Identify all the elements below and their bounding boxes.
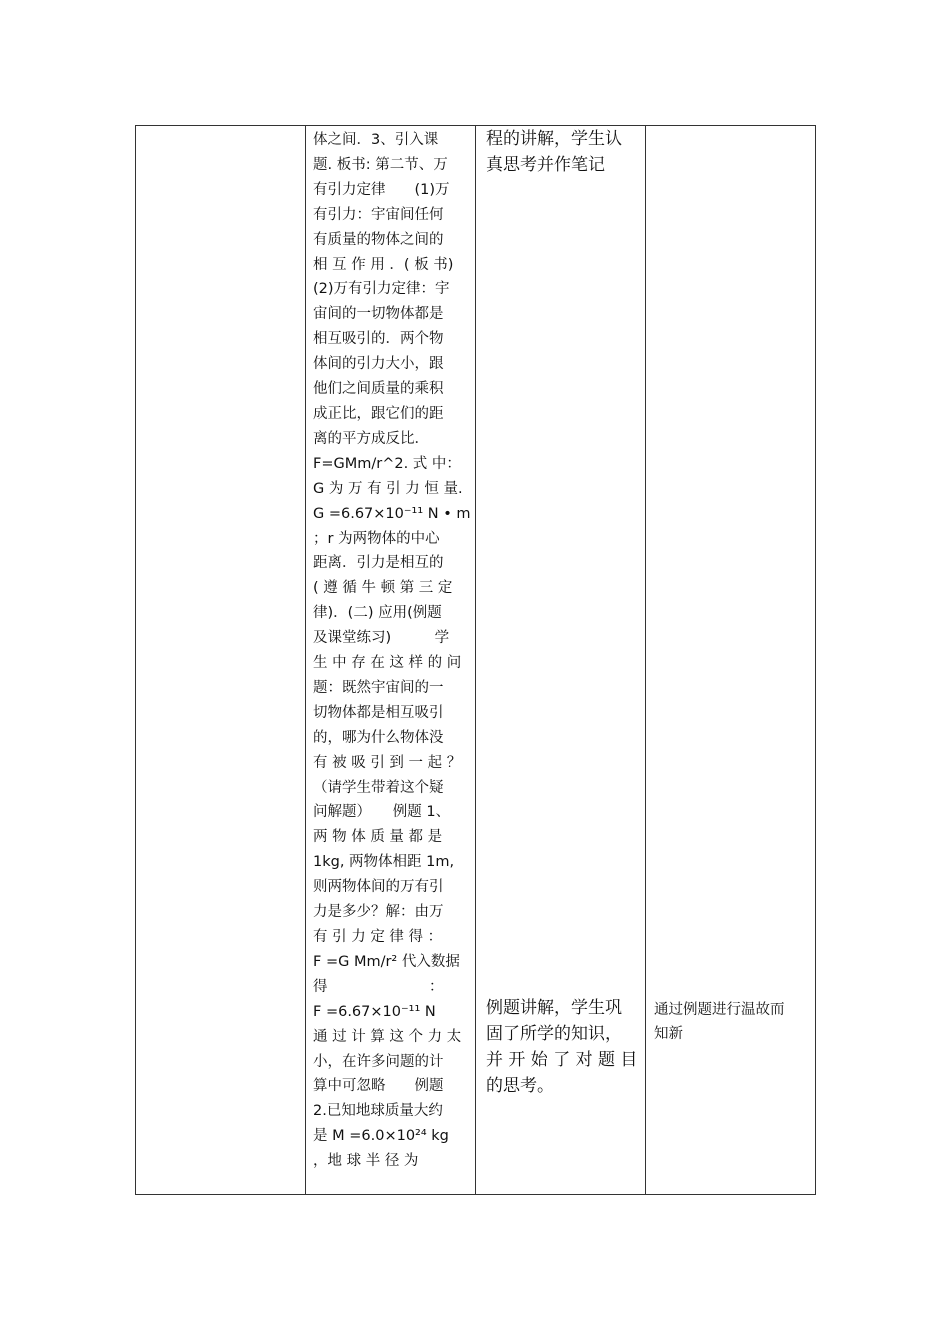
text-line: （请学生带着这个疑: [313, 779, 444, 796]
text-line: 问解题） 例题 1、: [313, 804, 451, 821]
student-activity-bottom: [486, 995, 641, 1099]
text-line: G =6.67×10⁻¹¹ N • m: [313, 505, 471, 522]
text-line: 题. 板书: 第二节、万: [313, 156, 448, 173]
text-line: 力是多少？解：由万: [313, 904, 444, 921]
text-line: F =G Mm/r² 代入数据: [313, 953, 460, 970]
text-line: F =6.67×10⁻¹¹ N: [313, 1003, 436, 1020]
text-line: 两 物 体 质 量 都 是: [313, 829, 443, 846]
text-line: 及课堂练习) 学: [313, 630, 450, 647]
text-line: 题：既然宇宙间的一: [313, 679, 444, 696]
text-line: F=GMm/r^2. 式 中：: [313, 455, 461, 472]
text-line: 有 被 吸 引 到 一 起 ？: [313, 754, 462, 771]
text-line: ( 遵 循 牛 顿 第 三 定: [313, 580, 453, 597]
text-line: 程的讲解，学生认: [486, 129, 622, 149]
text-line: 成正比，跟它们的距: [313, 405, 444, 422]
text-line: (2)万有引力定律：宇: [313, 281, 450, 298]
teaching-content-cell: [313, 128, 471, 1174]
lesson-plan-table: [135, 125, 816, 1195]
text-line: 则两物体间的万有引: [313, 879, 444, 896]
text-line: 通 过 计 算 这 个 力 太: [313, 1028, 462, 1045]
text-line: 有 引 力 定 律 得 ：: [313, 929, 443, 945]
text-line: 算中可忽略 例题: [313, 1078, 444, 1095]
text-line: 体之间．3、引入课: [313, 132, 439, 148]
text-line: 1kg, 两物体相距 1m,: [313, 854, 455, 871]
text-line: 例题讲解，学生巩: [486, 998, 622, 1018]
text-line: 的，哪为什么物体没: [313, 729, 444, 746]
text-line: 他们之间质量的乘积: [313, 381, 444, 398]
text-line: 的思考。: [486, 1076, 554, 1096]
text-line: 有质量的物体之间的: [313, 231, 444, 248]
column-divider-1: [305, 126, 306, 1194]
design-intent-cell: [654, 998, 809, 1046]
text-line: 小，在许多问题的计: [313, 1053, 444, 1070]
text-line: ；r 为两物体的中心: [313, 530, 440, 547]
text-line: 切物体都是相互吸引: [313, 704, 444, 721]
student-activity-top: [486, 126, 641, 178]
text-line: G 为 万 有 引 力 恒 量.: [313, 480, 463, 497]
text-line: 生 中 存 在 这 样 的 问: [313, 655, 462, 672]
text-line: 有引力定律 (1)万: [313, 181, 450, 198]
text-line: 是 M =6.0×10²⁴ kg: [313, 1128, 449, 1145]
text-line: 固了所学的知识，: [486, 1024, 622, 1044]
text-line: ，地 球 半 径 为: [313, 1153, 419, 1170]
text-line: 知新: [654, 1026, 683, 1042]
text-line: 律)．(二) 应用(例题: [313, 605, 442, 622]
text-line: 体间的引力大小，跟: [313, 356, 444, 373]
text-line: 相互吸引的．两个物: [313, 331, 444, 348]
column-divider-2: [475, 126, 476, 1194]
text-line: 通过例题进行温故而: [654, 1002, 785, 1018]
text-line: 有引力：宇宙间任何: [313, 206, 444, 223]
text-line: 距离．引力是相互的: [313, 555, 444, 572]
text-line: 2.已知地球质量大约: [313, 1103, 443, 1120]
column-divider-3: [645, 126, 646, 1194]
text-line: 并 开 始 了 对 题 目: [486, 1050, 638, 1070]
text-line: 得 ：: [313, 978, 444, 995]
text-line: 离的平方成反比．: [313, 430, 429, 447]
text-line: 宙间的一切物体都是: [313, 306, 444, 323]
text-line: 相 互 作 用 ．( 板 书): [313, 256, 454, 273]
text-line: 真思考并作笔记: [486, 155, 605, 175]
